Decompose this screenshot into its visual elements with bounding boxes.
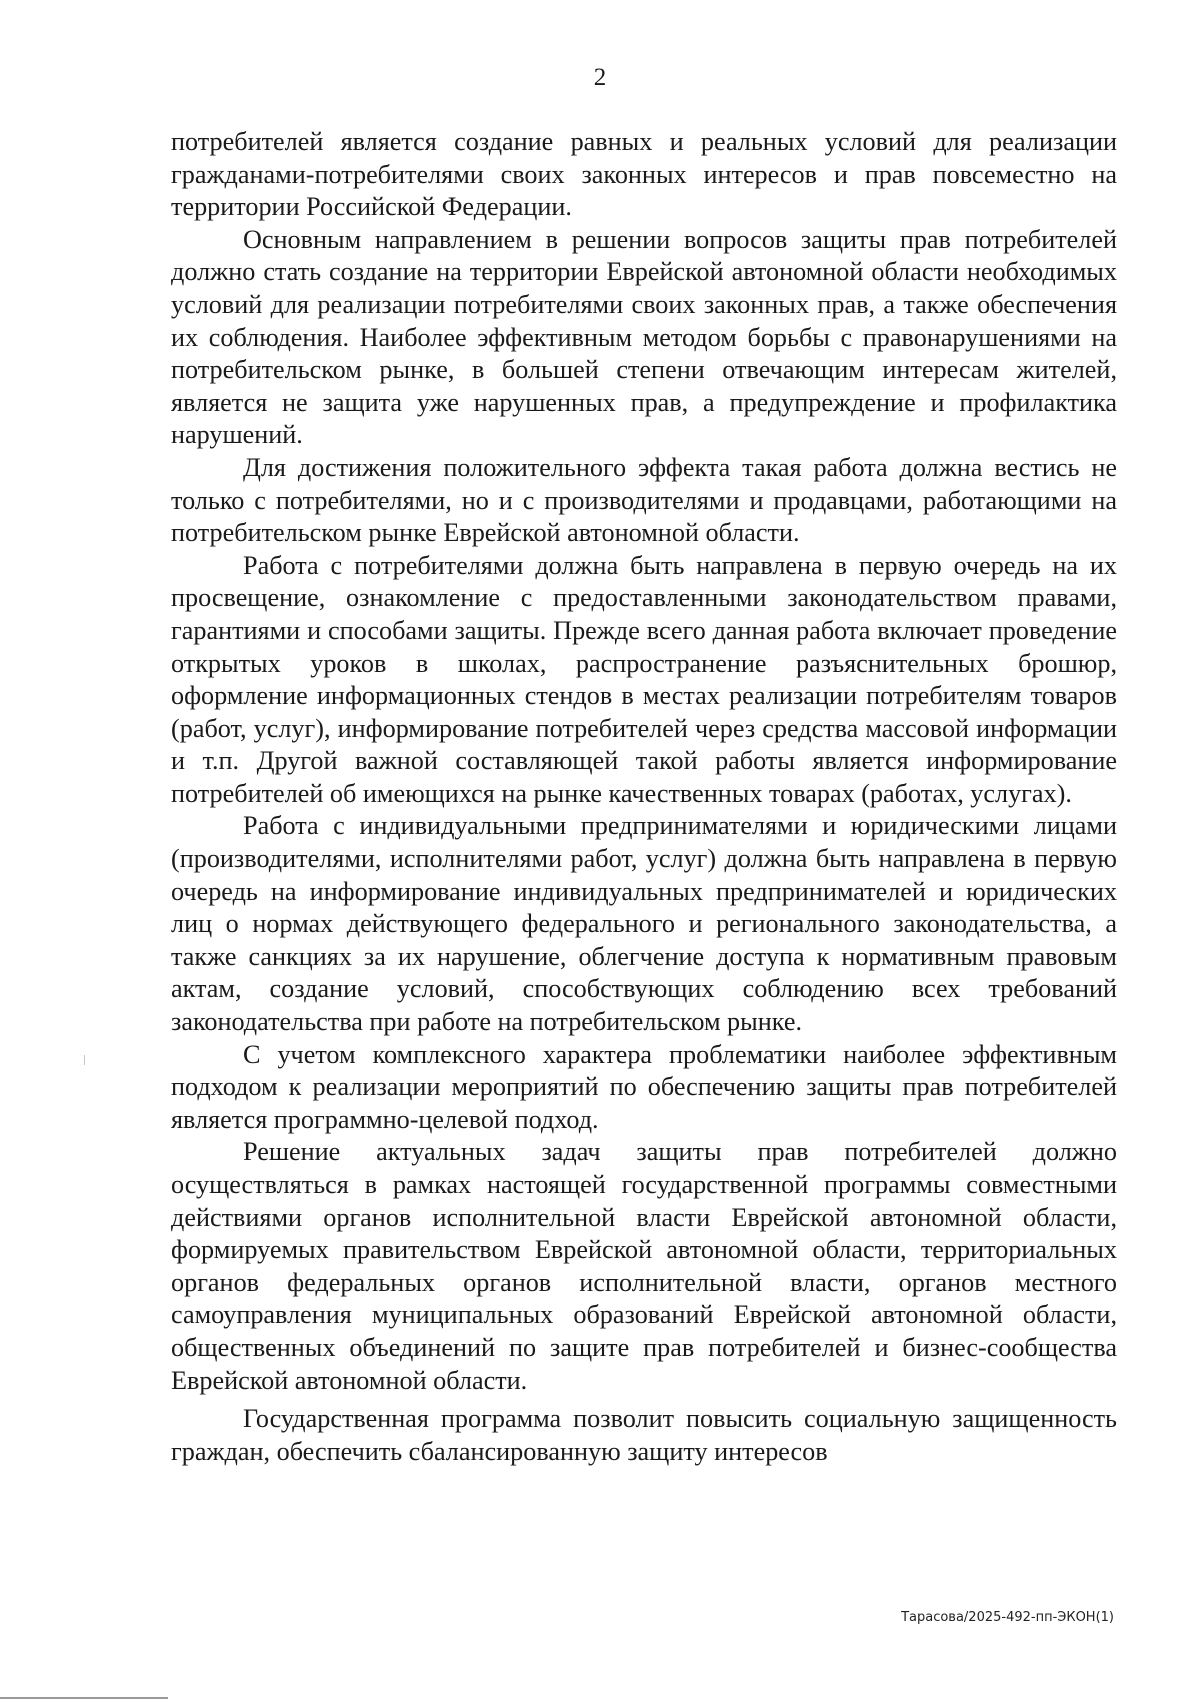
paragraph-program-approach: С учетом комплексного характера проблематики наиболее эффективным подходом к реализации мероприятий по обеспечению защиты прав потребителей является программно-целевой подход. [171, 1039, 1117, 1134]
document-reference: Тарасова/2025-492-пп-ЭКОН(1) [901, 1610, 1114, 1625]
scan-edge-line [0, 1697, 168, 1699]
paragraph-joint-actions: Решение актуальных задач защиты прав потребителей должно осуществляться в рамках настоящей государственной программы совместными действиями органов исполнительной власти Еврейской автономной области, формируемых правительством Еврейской автономной области, территориальных органов федеральных органов исполнительной власти, органов местного самоуправления муниципальных образований Еврейской автономной области, общественных объединений по защите прав потребителей и бизнес-сообщества Еврейской автономной области. [171, 1137, 1117, 1395]
paragraph-consumer-work: Работа с потребителями должна быть направлена в первую очередь на их просвещение, ознакомление с предоставленными законодательством правами, гарантиями и способами защиты. Прежде всего данная работа включает проведение открытых уроков в школах, распространение разъяснительных брошюр, оформление информационных стендов в местах реализации потребителям товаров (работ, услуг), информирование потребителей через средства массовой информации и т.п. Другой важной составляющей такой работы является информирование потребителей об имеющихся на рынке качественных товарах (работах, услугах). [171, 550, 1117, 808]
page-number: 2 [593, 64, 607, 91]
scan-artifact-mark [84, 1055, 85, 1065]
paragraph-positive-effect: Для достижения положительного эффекта такая работа должна вестись не только с потребителями, но и с производителями и продавцами, работающими на потребительском рынке Еврейской автономной области. [171, 452, 1117, 548]
paragraph-program-benefits: Государственная программа позволит повысить социальную защищенность граждан, обеспечить сбалансированную защиту интересов [171, 1404, 1117, 1466]
paragraph-continuation: потребителей является создание равных и реальных условий для реализации гражданами-потребителями своих законных интересов и прав повсеместно на территории Российской Федерации. [171, 127, 1117, 222]
document-body [171, 126, 1117, 1468]
paragraph-entrepreneur-work: Работа с индивидуальными предпринимателями и юридическими лицами (производителями, исполнителями работ, услуг) должна быть направлена в первую очередь на информирование индивидуальных предпринимателей и юридических лиц о нормах действующего федерального и регионального законодательства, а также санкциях за их нарушение, облегчение доступа к нормативным правовым актам, создание условий, способствующих соблюдению всех требований законодательства при работе на потребительском рынке. [171, 811, 1117, 1037]
paragraph-main-direction: Основным направлением в решении вопросов защиты прав потребителей должно стать создание на территории Еврейской автономной области необходимых условий для реализации потребителями своих законных прав, а также обеспечения их соблюдения. Наиболее эффективным методом борьбы с правонарушениями на потребительском рынке, в большей степени отвечающим интересам жителей, является не защита уже нарушенных прав, а предупреждение и профилактика нарушений. [171, 224, 1117, 450]
